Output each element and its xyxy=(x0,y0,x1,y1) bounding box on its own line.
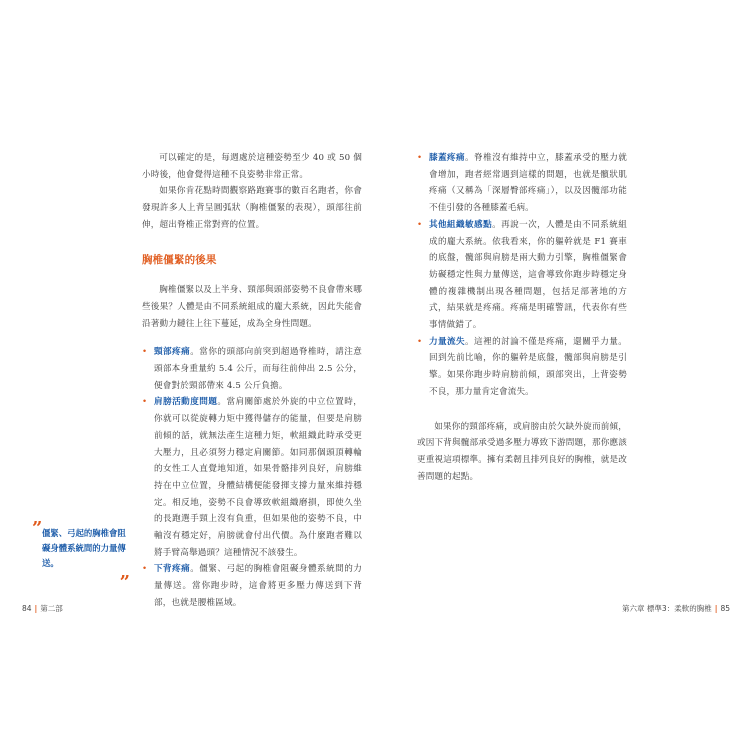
bullet-term: 其他組織敏感點 xyxy=(429,219,493,230)
footer-separator: | xyxy=(34,604,38,613)
bullet-text: 。脊椎沒有維持中立，膝蓋承受的壓力就會增加，跑者經常遇到這樣的問題，也就是髕狀肌疼痛（又稱為「深層臀部疼痛」），以及因髖部功能不佳引發的各種膝蓋毛病。 xyxy=(429,153,627,214)
bullet-item xyxy=(142,344,362,394)
left-page xyxy=(22,150,367,615)
paragraph: 胸椎僵緊以及上半身、頸部與頭部姿勢不良會帶來哪些後果？人體是由不同系統組成的龐大系統，因此失能會沿著動力鏈往上往下蔓延，成為全身性問題。 xyxy=(142,285,362,329)
part-label: 第二部 xyxy=(40,604,63,613)
bullet-term: 頸部疼痛 xyxy=(154,347,191,358)
right-page xyxy=(385,150,730,615)
bullet-item xyxy=(417,217,627,334)
bullet-text: 。這裡的討論不僅是疼痛，還關乎力量。回到先前比喻，你的軀幹是底盤，髖部與肩膀是引擎。如果你跑步時肩膀前傾，頭部突出，上背姿勢不良，那力量肯定會流失。 xyxy=(429,336,627,397)
chapter-label: 第六章 xyxy=(622,604,645,613)
left-text-column xyxy=(142,150,362,612)
bullet-term: 力量流失 xyxy=(429,336,466,347)
bullet-text: 。僵緊、弓起的胸椎會阻礙身體系統間的力量傳送。當你跑步時，這會將更多壓力傳送到下背部，也就是腰椎區域。 xyxy=(154,564,362,608)
right-footer xyxy=(622,603,730,614)
bullet-list xyxy=(417,150,627,401)
paragraph: 如果你肯花點時間觀察路跑賽事的數百名跑者，你會發現許多人上背呈圓弧狀（胸椎僵緊的表現），頭部往前伸，超出脊椎正常對齊的位置。 xyxy=(142,186,362,230)
paragraph: 如果你的頸部疼痛，或肩膀由於欠缺外旋而前傾，或因下背與髖部承受過多壓力導致下游問題，那你應該更重視這項標準。擁有柔韌且排列良好的胸椎，就是改善問題的起點。 xyxy=(417,421,627,482)
left-footer xyxy=(22,603,63,614)
page-number: 85 xyxy=(720,604,730,613)
close-quote-mark: ” xyxy=(119,572,130,593)
pull-quote-text: 僵緊、弓起的胸椎會阻礙身體系統間的力量傳送。 xyxy=(42,528,126,568)
bullet-term: 肩膀活動度問題 xyxy=(154,397,218,408)
bullet-item xyxy=(417,334,627,401)
page-number: 84 xyxy=(22,604,32,613)
section-heading: 胸椎僵緊的後果 xyxy=(142,253,217,266)
footer-separator: | xyxy=(714,604,718,613)
bullet-text: 。再說一次，人體是由不同系統組成的龐大系統。依我看來，你的軀幹就是 F1 賽車的底盤，髖部與肩膀是兩大動力引擎，胸椎僵緊會妨礙穩定性與力量傳送，這會導致你跑步時穩定身體的複雜機制出現各種問題，包括足部著地的方式，結果就是疼痛。疼痛是明確警訊，代表你有些事情做錯了。 xyxy=(429,219,627,331)
bullet-item xyxy=(142,394,362,561)
bullet-item xyxy=(417,150,627,217)
right-text-column xyxy=(417,150,627,485)
standard-label: 標準3：柔軟的胸椎 xyxy=(646,604,712,613)
open-quote-mark: ” xyxy=(32,518,43,539)
bullet-term: 下背疼痛 xyxy=(154,564,191,575)
bullet-list xyxy=(142,344,362,611)
bullet-term: 膝蓋疼痛 xyxy=(429,153,466,163)
bullet-item xyxy=(142,561,362,611)
pull-quote xyxy=(32,518,130,593)
bullet-text: 。當肩關節處於外旋的中立位置時，你就可以從旋轉力矩中獲得儲存的能量，但要是肩膀前傾的話，就無法產生這種力矩，軟組織此時承受更大壓力，且必須努力穩定肩關節。如同那個頭頂轉輪的女性工人直覺地知道，如果骨骼排列良好，肩膀維持在中立位置，身體結構便能發揮支撐力量來維持穩定。相反地，姿勢不良會導致軟組織磨損，即使久坐的長跑選手頸上沒有負重，但如果他的姿勢不良，中軸沒有穩定好，肩膀就會付出代價。為什麼跑者難以將手臂高舉過頭？這種情況不該發生。 xyxy=(154,397,362,558)
paragraph: 可以確定的是，每週處於這種姿勢至少 40 或 50 個小時後，他會覺得這種不良姿勢非常正常。 xyxy=(142,153,362,180)
bullet-text: 。當你的頭部向前突到超過脊椎時，請注意頭部本身重量約 5.4 公斤，而每往前伸出 2.5 公分，便會對於頸部帶來 4.5 公斤負擔。 xyxy=(154,347,362,391)
